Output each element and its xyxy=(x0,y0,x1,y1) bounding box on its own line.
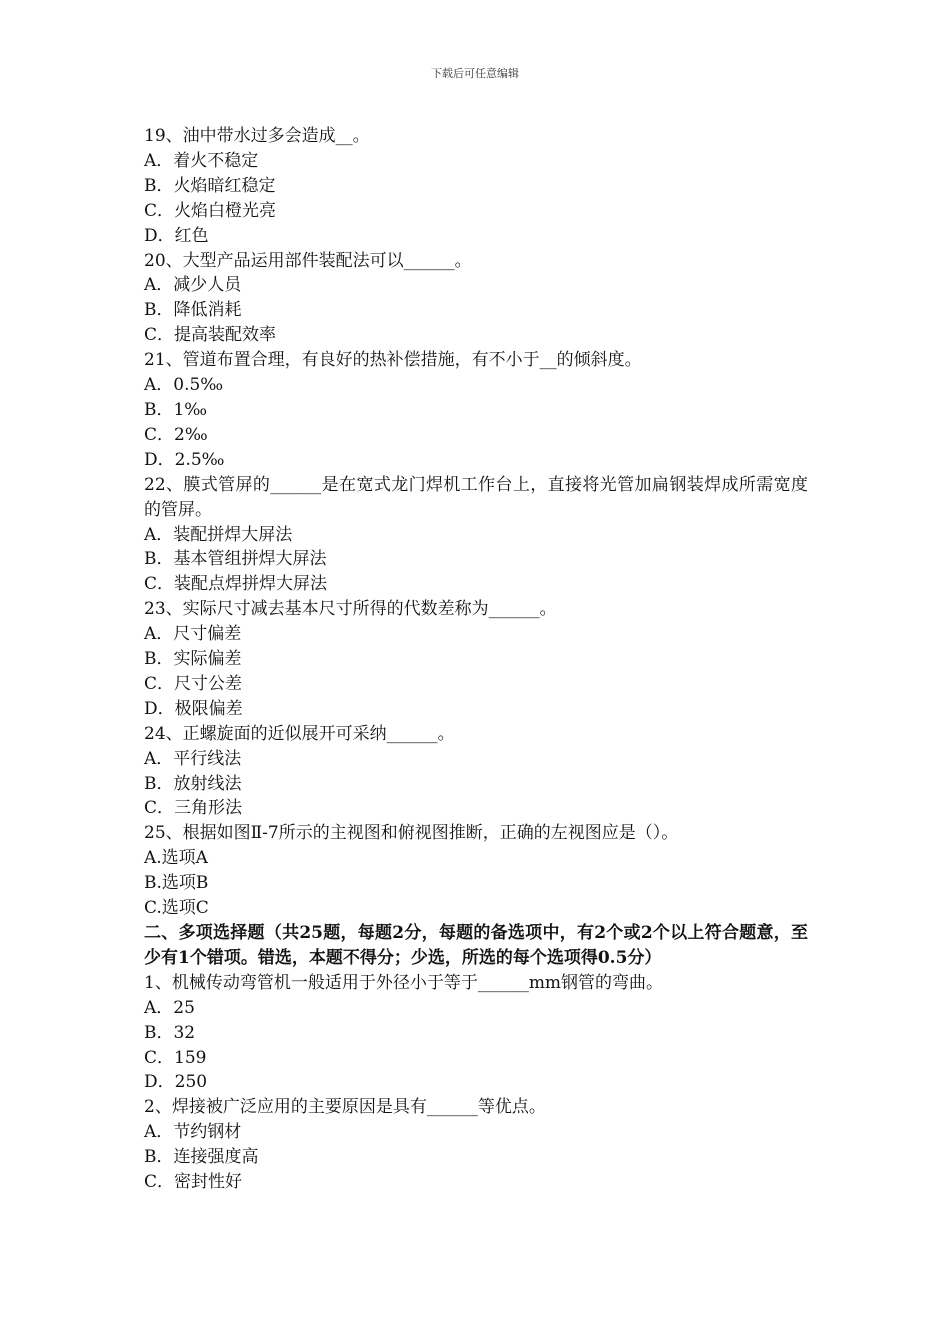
question-25-option-b: B.选项B xyxy=(144,873,209,894)
question-22-option-a: A．装配拼焊大屏法 xyxy=(144,524,293,545)
question-23-option-d: D．极限偏差 xyxy=(144,698,243,719)
question-22-option-c: C．装配点焊拼焊大屏法 xyxy=(144,574,328,595)
question-19-stem: 19、油中带水过多会造成__。 xyxy=(144,126,370,146)
question-24-option-c: C．三角形法 xyxy=(144,798,243,819)
question-25-option-c: C.选项C xyxy=(144,898,209,919)
multi-question-1-stem: 1、机械传动弯管机一般适用于外径小于等于______mm钢管的弯曲。 xyxy=(144,972,664,993)
question-19-option-d: D．红色 xyxy=(144,225,209,246)
question-23-option-a: A．尺寸偏差 xyxy=(144,624,242,645)
question-19-option-b: B．火焰暗红稳定 xyxy=(144,175,276,196)
question-21-option-c: C．2‰ xyxy=(144,424,208,445)
question-20-stem: 20、大型产品运用部件装配法可以______。 xyxy=(144,250,472,271)
question-21-option-b: B．1‰ xyxy=(144,399,208,420)
multi-question-2-stem: 2、焊接被广泛应用的主要原因是具有______等优点。 xyxy=(144,1097,546,1118)
question-25-stem: 25、根据如图Ⅱ-7所示的主视图和俯视图推断，正确的左视图应是（）。 xyxy=(144,823,679,844)
multi-question-1-option-a: A．25 xyxy=(144,997,195,1018)
question-24-option-a: A．平行线法 xyxy=(144,748,242,769)
question-23-stem: 23、实际尺寸减去基本尺寸所得的代数差称为______。 xyxy=(144,599,557,620)
question-24-option-b: B．放射线法 xyxy=(144,773,242,794)
question-20-option-a: A．减少人员 xyxy=(144,275,242,296)
multi-question-1-option-b: B．32 xyxy=(144,1022,196,1043)
section-2-heading: 二、多项选择题（共25题，每题2分，每题的备选项中，有2个或2个以上符合题意，至少有1个错项。错选，本题不得分；少选，所选的每个选项得0.5分） xyxy=(144,923,808,968)
question-20-option-c: C．提高装配效率 xyxy=(144,325,277,346)
question-23-option-c: C．尺寸公差 xyxy=(144,673,243,694)
multi-question-1-option-c: C．159 xyxy=(144,1047,207,1068)
multi-question-1-option-d: D．250 xyxy=(144,1072,208,1093)
question-20-option-b: B．降低消耗 xyxy=(144,300,242,321)
question-24-stem: 24、正螺旋面的近似展开可采纳______。 xyxy=(144,723,455,744)
question-19-option-c: C．火焰白橙光亮 xyxy=(144,200,277,221)
question-21-stem: 21、管道布置合理，有良好的热补偿措施，有不小于__的倾斜度。 xyxy=(144,350,642,371)
question-25-option-a: A.选项A xyxy=(144,848,208,869)
question-22-option-b: B．基本管组拼焊大屏法 xyxy=(144,549,327,570)
question-23-option-b: B．实际偏差 xyxy=(144,649,242,670)
multi-question-2-option-a: A．节约钢材 xyxy=(144,1122,242,1143)
multi-question-2-option-b: B．连接强度高 xyxy=(144,1147,259,1168)
question-21-option-a: A．0.5‰ xyxy=(144,375,224,396)
document-content xyxy=(144,124,808,1195)
question-22-stem: 22、膜式管屏的______是在宽式龙门焊机工作台上，直接将光管加扁钢装焊成所需宽度的管屏。 xyxy=(144,474,808,520)
question-19-option-a: A．着火不稳定 xyxy=(144,150,259,171)
page-header-note: 下载后可任意编辑 xyxy=(431,67,519,80)
multi-question-2-option-c: C．密封性好 xyxy=(144,1172,243,1193)
question-21-option-d: D．2.5‰ xyxy=(144,449,225,470)
